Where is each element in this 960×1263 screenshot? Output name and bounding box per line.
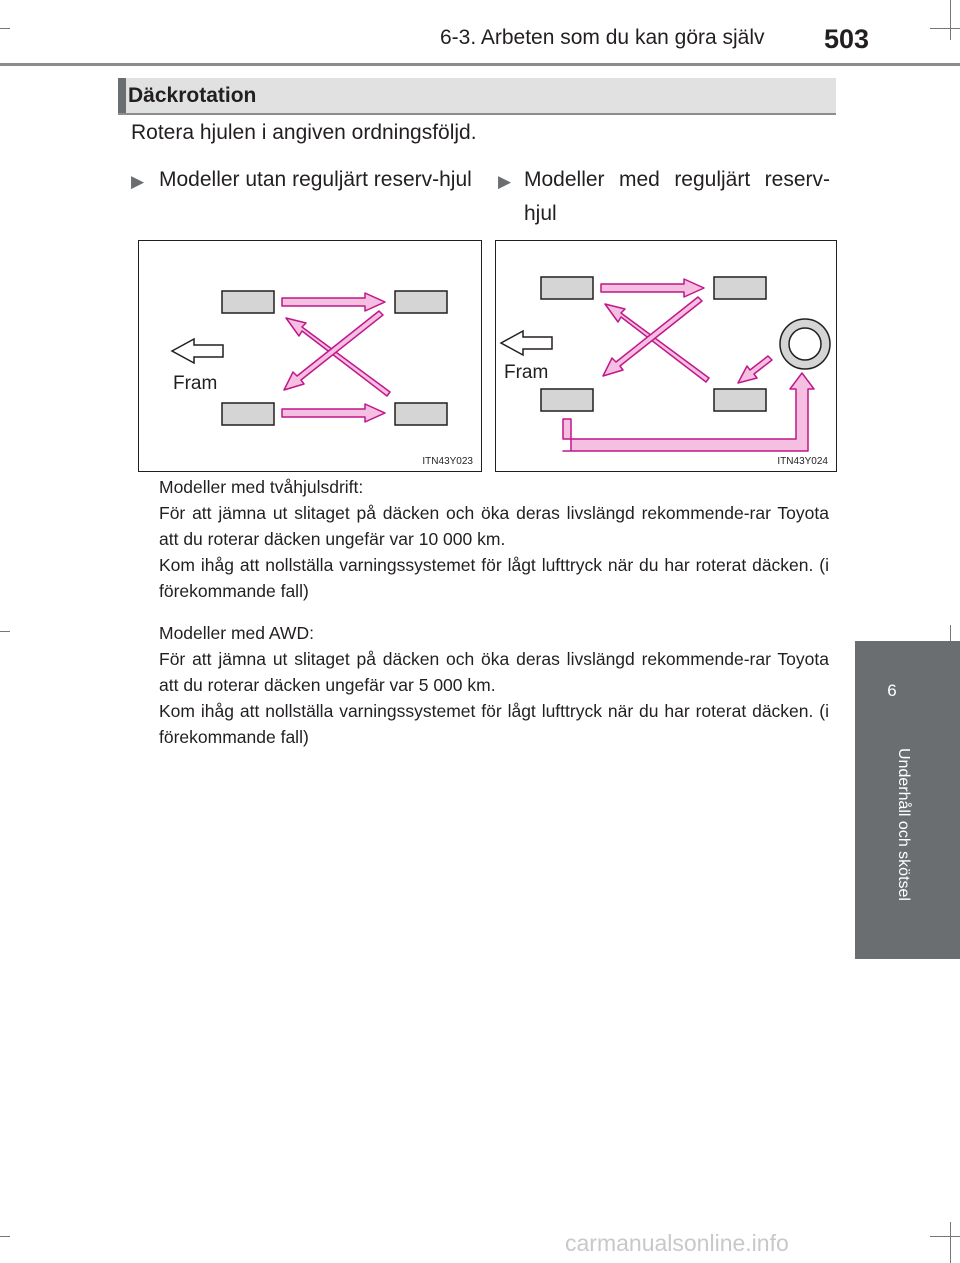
subheading-no-spare: Modeller utan reguljärt reserv-hjul — [159, 168, 472, 191]
diagram-no-spare — [138, 240, 482, 472]
tire-rear-right — [395, 403, 447, 425]
rotation-diagram-with-spare — [496, 241, 838, 473]
rotation-diagram-no-spare — [139, 241, 483, 473]
intro-text: Rotera hjulen i angiven ordningsföljd. — [131, 121, 477, 144]
chapter-tab-label: Underhåll och skötsel — [895, 748, 912, 901]
arrow-rear-left-to-spare — [563, 373, 814, 451]
tire-front-left — [541, 277, 593, 299]
paragraph-line: För att jämna ut slitaget på däcken och öka deras livslängd rekommende-rar Toyota att du roterar däcken ungefär var 5 000 km. — [159, 649, 829, 695]
bullet-triangle-icon: ▶ — [498, 172, 512, 191]
crop-mark — [0, 631, 10, 632]
tire-rear-left — [222, 403, 274, 425]
paragraph-awd — [159, 620, 829, 750]
front-direction-arrow — [172, 339, 223, 363]
front-label: Fram — [504, 362, 549, 383]
diagram-with-spare — [495, 240, 837, 472]
figure-code: ITN43Y023 — [422, 456, 473, 467]
figure-code: ITN43Y024 — [777, 456, 828, 467]
crop-mark — [0, 28, 10, 29]
bullet-triangle-icon: ▶ — [131, 172, 145, 191]
tire-front-right — [395, 291, 447, 313]
paragraph-two-wheel-drive — [159, 474, 829, 604]
paragraph-heading: Modeller med tvåhjulsdrift: — [159, 477, 364, 497]
paragraph-line: Kom ihåg att nollställa varningssystemet för lågt lufttryck när du har roterat däcken. (i förekommande fall) — [159, 555, 829, 601]
page-number: 503 — [824, 24, 870, 54]
crop-mark — [930, 28, 960, 29]
arrow-rear-left-to-right — [282, 404, 385, 422]
crop-mark — [0, 1236, 10, 1237]
chapter-tab-number: 6 — [887, 681, 897, 700]
paragraph-heading: Modeller med AWD: — [159, 623, 314, 643]
tire-rear-left — [541, 389, 593, 411]
section-heading-accent — [118, 78, 126, 113]
front-label: Fram — [173, 373, 218, 394]
arrow-front-left-to-right — [601, 279, 704, 297]
arrow-front-left-to-right — [282, 293, 385, 311]
tire-rear-right — [714, 389, 766, 411]
crop-mark — [950, 0, 951, 40]
tire-front-right — [714, 277, 766, 299]
spare-tire — [780, 319, 830, 369]
header-rule — [0, 63, 960, 66]
front-direction-arrow — [501, 331, 552, 355]
section-title: Däckrotation — [128, 84, 257, 107]
subheading-with-spare: Modeller med reguljärt reserv-hjul — [524, 168, 830, 225]
arrow-spare-to-rear-right — [738, 356, 772, 383]
paragraph-line: För att jämna ut slitaget på däcken och öka deras livslängd rekommende-rar Toyota att du roterar däcken ungefär var 10 000 km. — [159, 503, 829, 549]
chapter-title: 6-3. Arbeten som du kan göra själv — [440, 26, 765, 49]
paragraph-line: Kom ihåg att nollställa varningssystemet för lågt lufttryck när du har roterat däcken. (i förekommande fall) — [159, 701, 829, 747]
watermark: carmanualsonline.info — [565, 1230, 789, 1256]
tire-front-left — [222, 291, 274, 313]
crop-mark — [930, 1236, 960, 1237]
crop-mark — [950, 1222, 951, 1263]
